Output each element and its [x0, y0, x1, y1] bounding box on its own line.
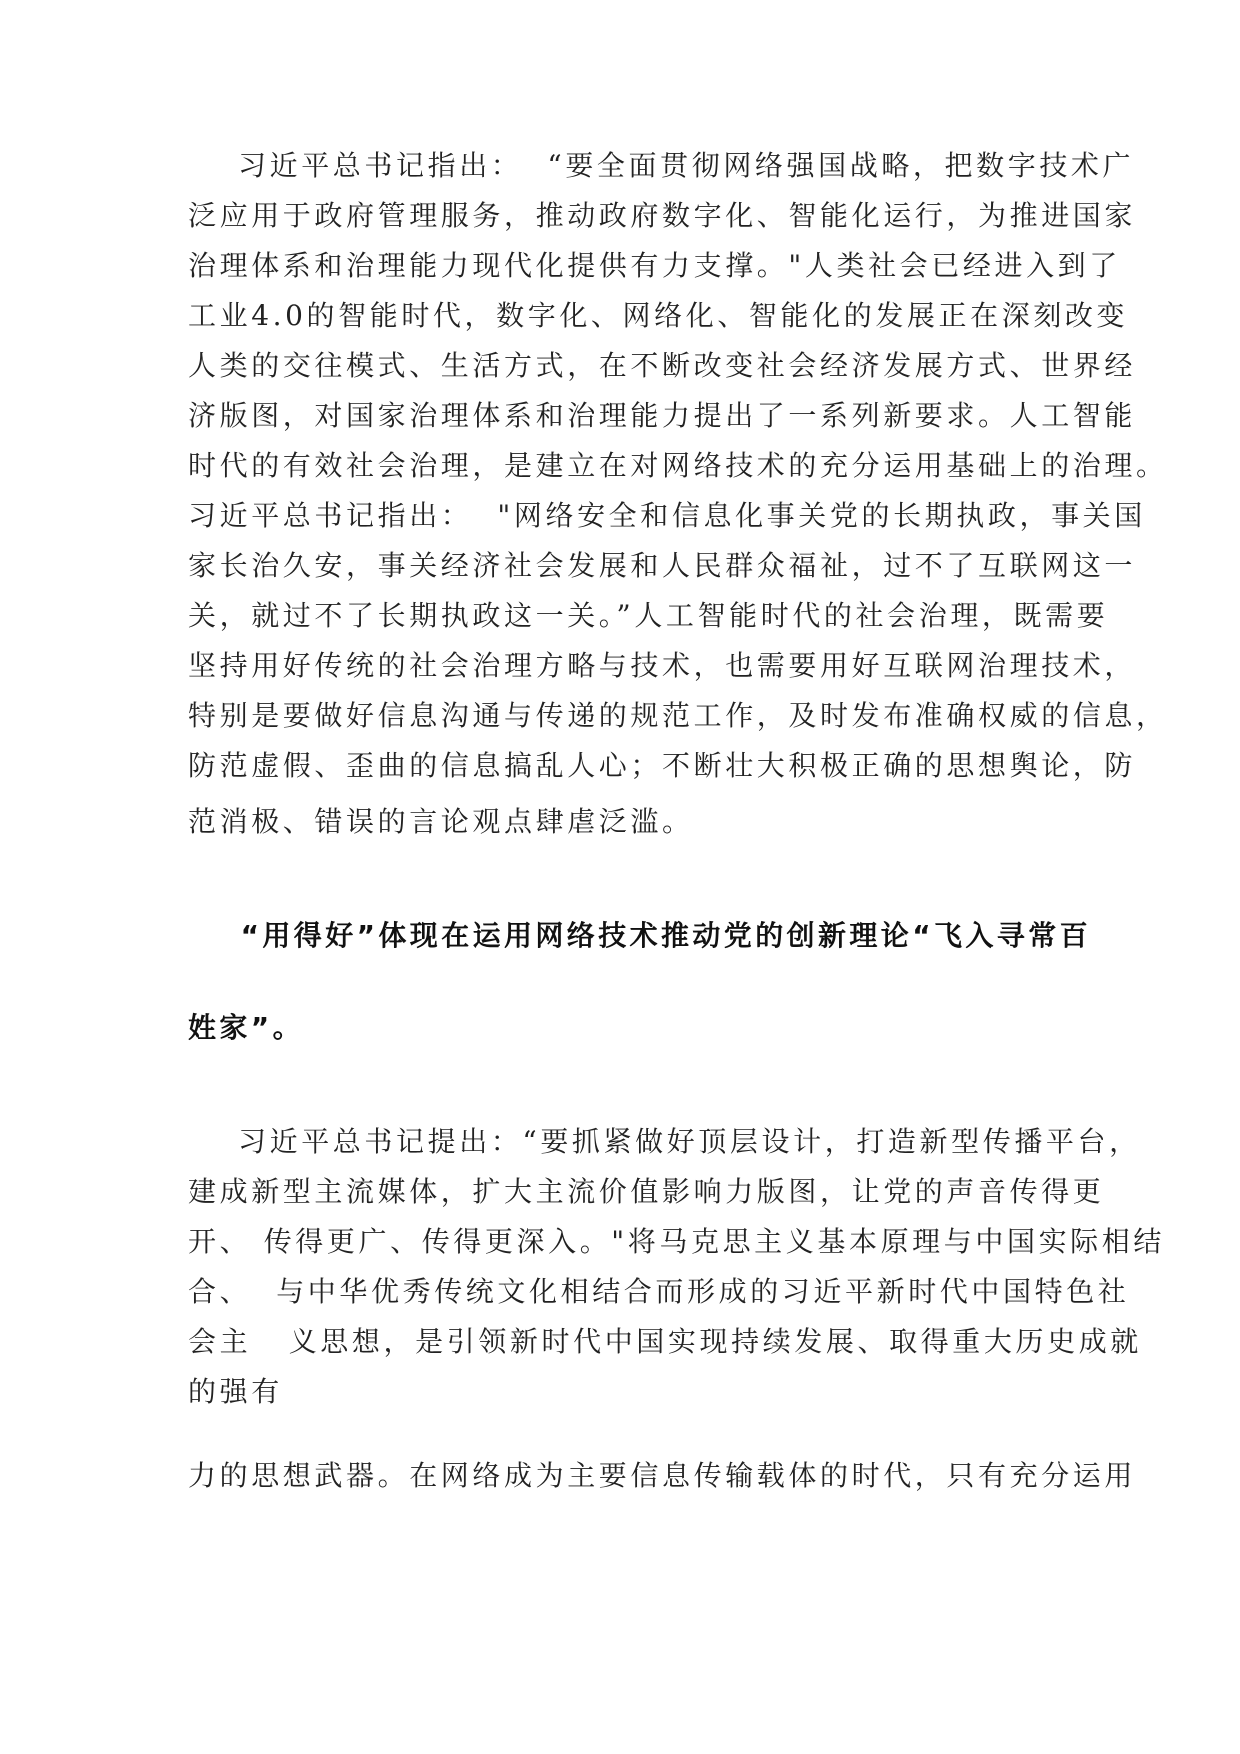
paragraph-1-line-2: 泛应用于政府管理服务，推动政府数字化、智能化运行，为推进国家: [188, 199, 1137, 232]
paragraph-2-line-1: 习近平总书记提出：“要抓紧做好顶层设计，打造新型传播平台，: [188, 1125, 1141, 1158]
paragraph-1-line-8: 习近平总书记指出： "网络安全和信息化事关党的长期执政，事关国: [188, 499, 1146, 532]
paragraph-1-line-14: 范消极、错误的言论观点肆虐泛滥。: [188, 805, 694, 838]
paragraph-1-line-1: 习近平总书记指出： “要全面贯彻网络强国战略，把数字技术广: [188, 149, 1135, 182]
paragraph-1-line-11: 坚持用好传统的社会治理方略与技术，也需要用好互联网治理技术，: [188, 649, 1137, 682]
paragraph-2-line-6: 的强有: [188, 1375, 283, 1408]
paragraph-1-line-4: 工业4.0的智能时代，数字化、网络化、智能化的发展正在深刻改变: [188, 299, 1129, 332]
paragraph-1-line-13: 防范虚假、歪曲的信息搞乱人心；不断壮大积极正确的思想舆论，防: [188, 749, 1137, 782]
paragraph-1-line-10: 关，就过不了长期执政这一关。”人工智能时代的社会治理，既需要: [188, 599, 1109, 632]
paragraph-1-line-9: 家长治久安，事关经济社会发展和人民群众福祉，过不了互联网这一: [188, 549, 1137, 582]
paragraph-2-line-7: 力的思想武器。在网络成为主要信息传输载体的时代，只有充分运用: [188, 1459, 1137, 1492]
paragraph-2-line-5: 会主 义思想，是引领新时代中国实现持续发展、取得重大历史成就: [188, 1325, 1142, 1358]
paragraph-1-line-7: 时代的有效社会治理，是建立在对网络技术的充分运用基础上的治理。: [188, 449, 1168, 482]
paragraph-2-line-3: 开、 传得更广、传得更深入。"将马克思主义基本原理与中国实际相结: [188, 1225, 1165, 1258]
paragraph-2-line-2: 建成新型主流媒体，扩大主流价值影响力版图，让党的声音传得更: [188, 1175, 1105, 1208]
paragraph-1-line-5: 人类的交往模式、生活方式，在不断改变社会经济发展方式、世界经: [188, 349, 1137, 382]
paragraph-1-line-12: 特别是要做好信息沟通与传递的规范工作，及时发布准确权威的信息，: [188, 699, 1168, 732]
paragraph-1-line-6: 济版图，对国家治理体系和治理能力提出了一系列新要求。人工智能: [188, 399, 1137, 432]
section-heading-line-2: 姓家”。: [188, 1011, 305, 1044]
section-heading-line-1: “用得好”体现在运用网络技术推动党的创新理论“飞入寻常百: [188, 919, 1092, 952]
paragraph-2-line-4: 合、 与中华优秀传统文化相结合而形成的习近平新时代中国特色社: [188, 1275, 1130, 1308]
paragraph-1-line-3: 治理体系和治理能力现代化提供有力支撑。"人类社会已经进入到了: [188, 249, 1121, 282]
